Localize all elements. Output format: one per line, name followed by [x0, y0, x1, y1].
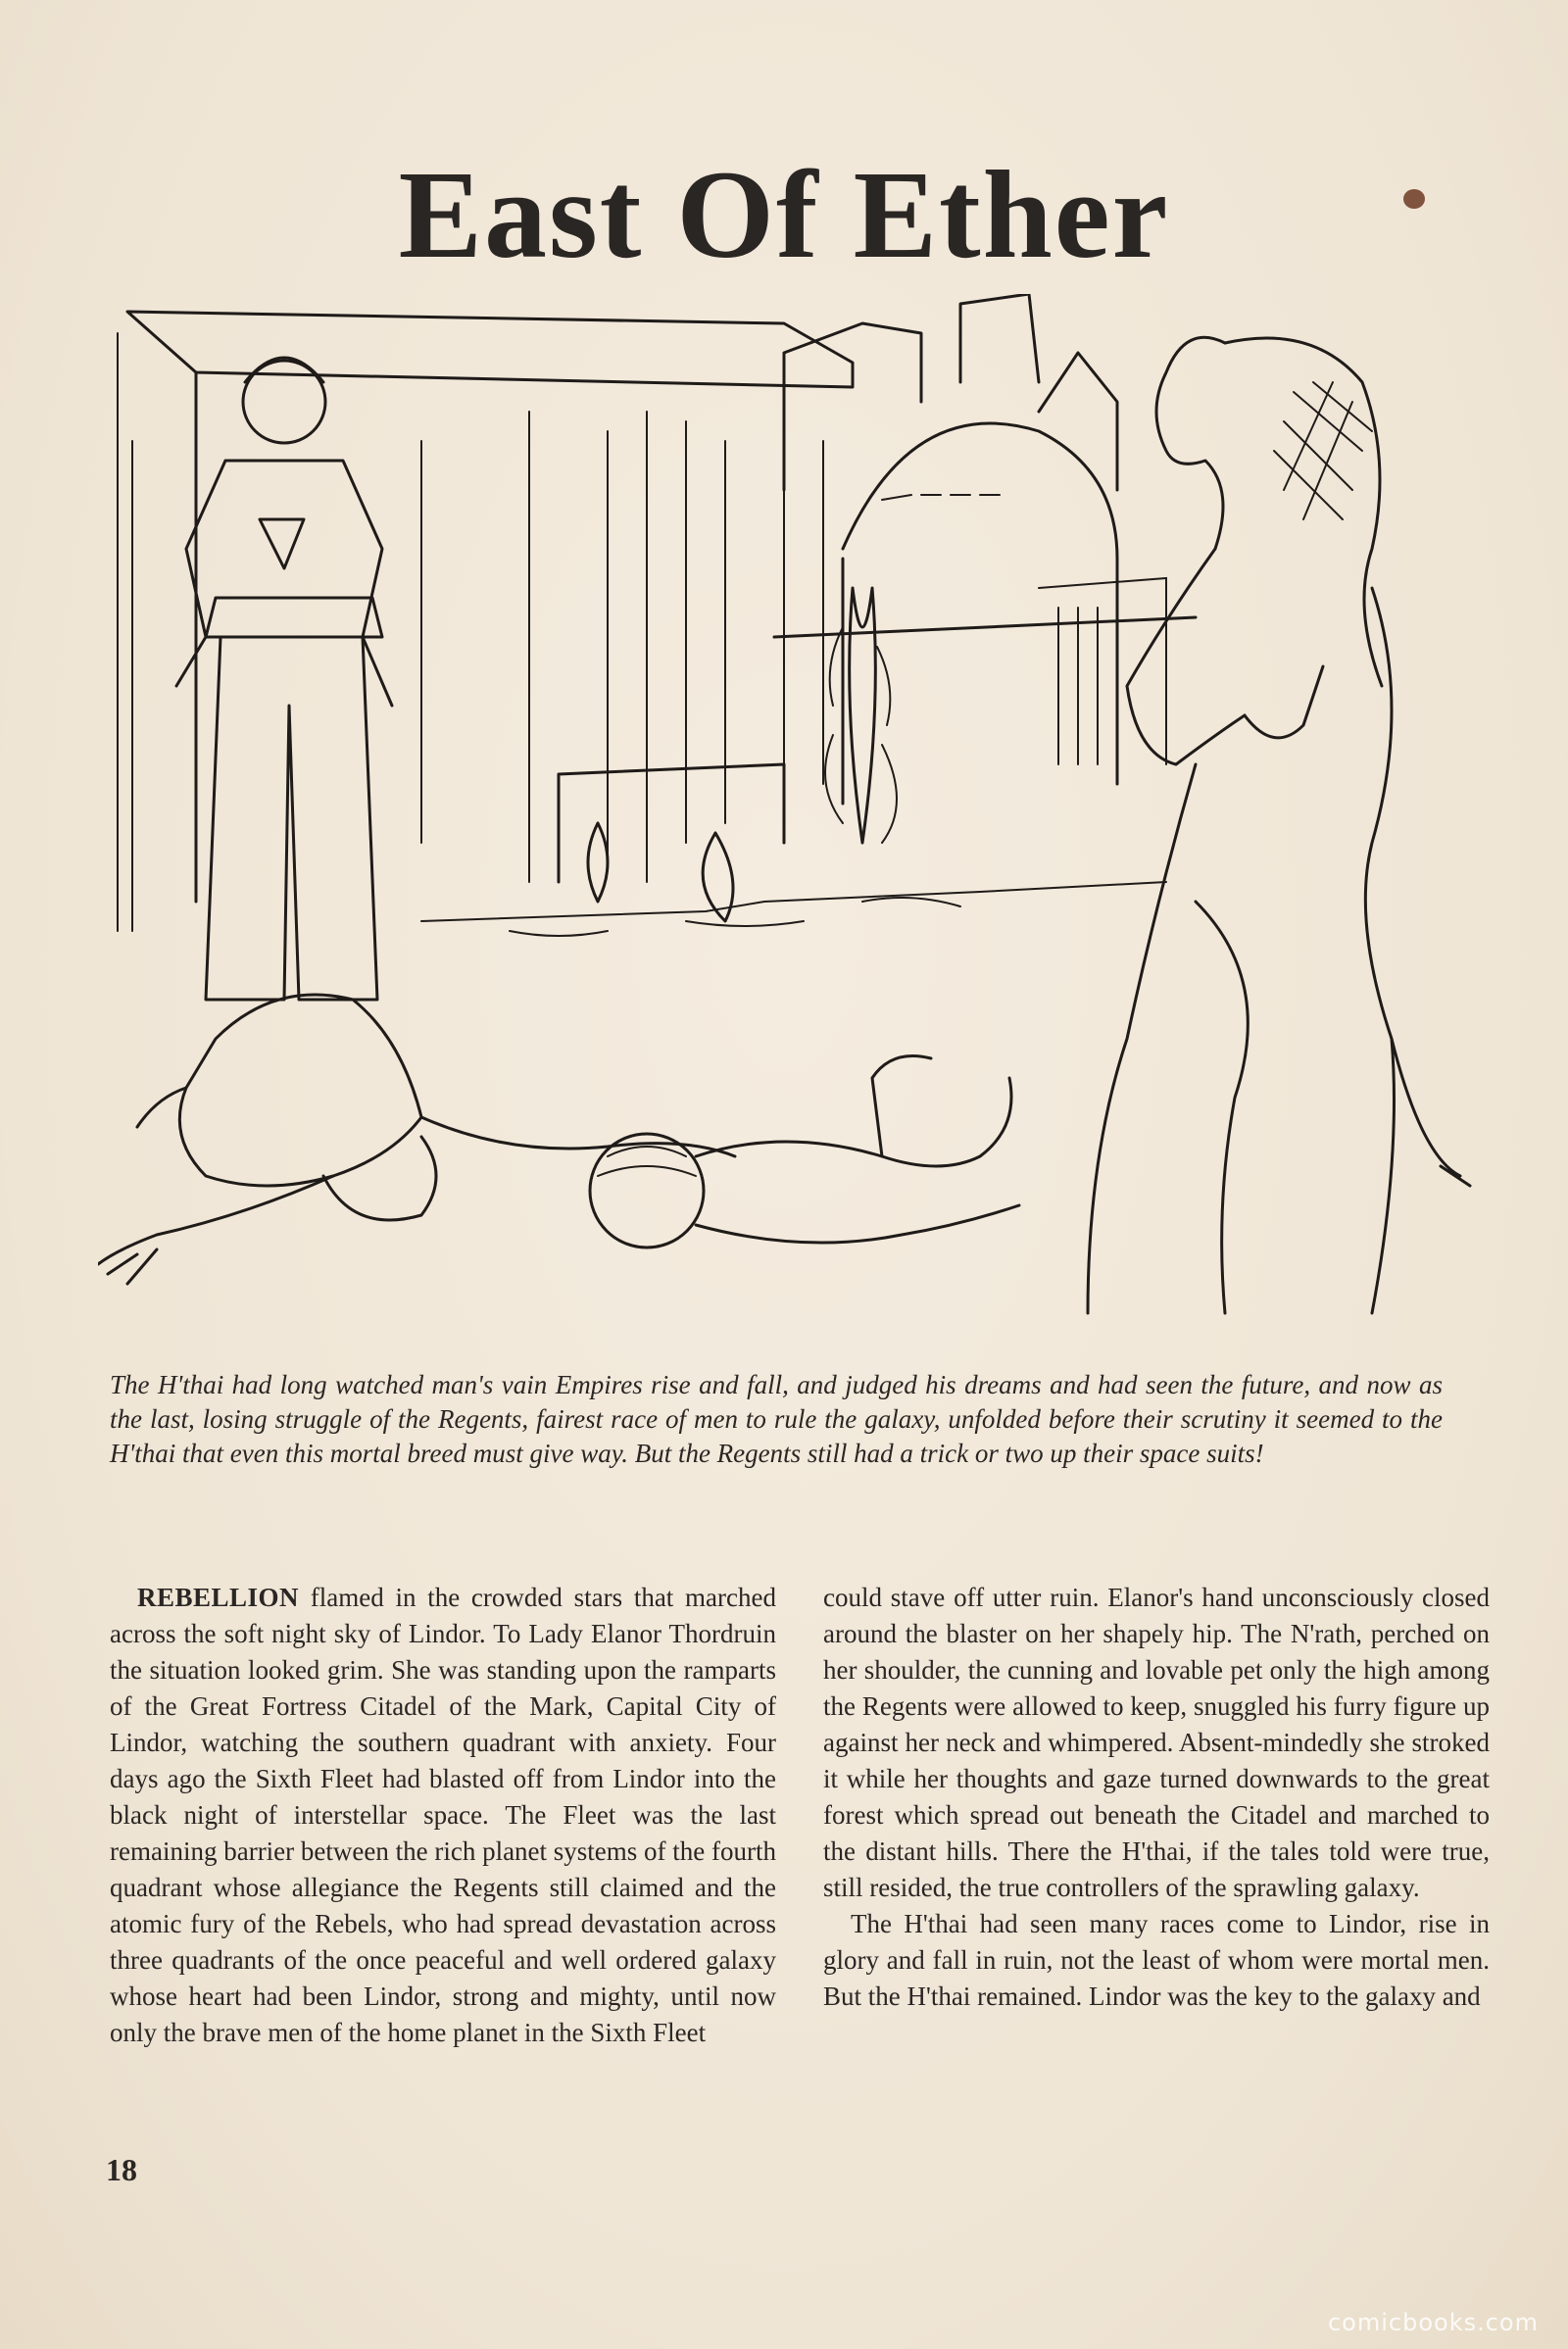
page-number: 18 — [106, 2152, 137, 2187]
story-paragraph: The H'thai had seen many races come to Lindor, rise in glory and fall in ruin, not the least of whom were mortal men. But the H'thai remained. Lindor was the key to the galaxy and — [823, 1909, 1490, 2011]
paragraph-text: flamed in the crowded stars that marched across the soft night sky of Lindor. To Lady Elanor Thordruin the situation looked grim. She was standing upon the ramparts of the Great Fortress Citadel of the Mark, Capital City of Lindor, watching the southern quadrant with anxiety. Four days ago the Sixth Fleet had blasted off from Lindor into the black night of interstellar space. The Fleet was the last remaining barrier between the rich planet systems of the fourth quadrant whose allegiance the Regents still claimed and the atomic fury of the Rebels, who had spread devastation across three quadrants of the once peaceful and well ordered galaxy whose heart had been Lindor, strong and mighty, until now only the brave men of the home planet in the Sixth Fleet — [110, 1583, 777, 2047]
story-column-left — [110, 1580, 776, 2051]
story-illustration — [98, 294, 1490, 1323]
story-caption: The H'thai had long watched man's vain Empires rise and fall, and judged his dreams and had seen the future, and now as the last, losing struggle of the Regents, fairest race of men to rule the galaxy, unfolded before their scrutiny it seemed to the H'thai that even this mortal breed must give way. But the Regents still had a trick or two up their space suits! — [110, 1370, 1443, 1468]
story-title: East Of Ether — [398, 145, 1170, 284]
watermark: comicbooks.com — [1327, 2309, 1539, 2336]
story-column-right — [823, 1580, 1490, 2015]
lead-word: REBELLION — [137, 1583, 300, 1612]
story-paragraph: could stave off utter ruin. Elanor's hand unconsciously closed around the blaster on her shapely hip. The N'rath, perched on her shoulder, the cunning and lovable pet only the high among the Regents were allowed to keep, snuggled his furry figure up against her neck and whimpered. Absent-mindedly she stroked it while her thoughts and gaze turned downwards to the great forest which spread out beneath the Citadel and marched to the distant hills. There the H'thai, if the tales told were true, still resided, the true controllers of the sprawling galaxy. — [823, 1583, 1490, 1902]
story-paragraph — [110, 1580, 776, 2051]
paper-stain — [1403, 189, 1425, 209]
